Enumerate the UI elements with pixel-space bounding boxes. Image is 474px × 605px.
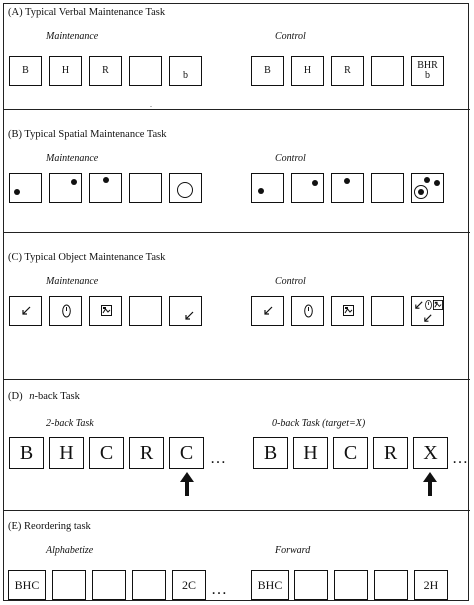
speck [150,106,152,107]
ellipsis: … [210,450,227,467]
verbal-maintenance-label: Maintenance [46,31,99,42]
two-back-letter-box [129,437,164,469]
spatial-maintenance-box [129,173,162,203]
verbal-control-label: Control [275,31,306,42]
box-letters [335,571,367,599]
spatial-control-probe-box [411,173,444,203]
alphabetize-box [8,570,46,600]
box-letters [53,571,85,599]
probe-line-2: b [425,70,430,81]
alphabetize-box [132,570,166,600]
verbal-control-box [251,56,284,86]
zero-back-letter-box [373,437,408,469]
box-letter: B [22,64,29,76]
verbal-maintenance-probe-box [169,56,202,86]
spatial-maintenance-probe-box [169,173,202,203]
box-letter: B [264,64,271,76]
arrow-object-icon [184,310,195,321]
forward-box [374,570,408,600]
ellipsis: … [452,450,469,467]
picture-object-icon [343,305,354,316]
divider [4,109,470,110]
two-back-letter-box [9,437,44,469]
object-control-box [251,296,284,326]
box-letter: H [303,64,312,76]
box-letters [93,571,125,599]
divider [4,232,470,233]
alphabetize-box [92,570,126,600]
spatial-control-box [251,173,284,203]
oval-object-icon [425,299,432,311]
object-control-box [291,296,324,326]
verbal-maintenance-box [9,56,42,86]
box-letter [372,57,403,85]
ellipsis: … [211,581,228,598]
location-dot [418,189,424,195]
box-letter: H [61,64,70,76]
alphabetize-probe-box [172,570,206,600]
box-letters: BHC [14,577,40,592]
object-maintenance-box [49,296,82,326]
location-dot [258,188,264,194]
verbal-control-box [331,56,364,86]
reorder-task-title: (E) Reordering task [8,521,91,532]
nback-title-rest: -back Task [34,391,80,402]
box-letter: R [139,441,154,464]
box-letters [412,57,443,85]
zero-back-letter-box [333,437,368,469]
forward-box [294,570,328,600]
location-dot [103,177,109,183]
picture-object-icon [101,305,112,316]
box-letters: 2C [181,577,196,592]
object-control-box [331,296,364,326]
arrow-object-icon [263,305,274,316]
arrow-object-icon [423,313,433,323]
up-arrow-icon [422,472,438,496]
box-letters [375,571,407,599]
box-letters [295,571,327,599]
verbal-maintenance-box [129,56,162,86]
divider [4,510,470,511]
box-letters: BHC [257,577,283,592]
location-dot [344,178,350,184]
divider [4,379,470,380]
nback-title-n: n [29,391,35,402]
object-maintenance-box [129,296,162,326]
picture-object-icon [433,300,443,310]
location-dot [71,179,77,185]
box-letter: B [19,441,34,464]
box-letter: H [303,441,318,464]
forward-box [251,570,289,600]
zero-back-letter-box [293,437,328,469]
spatial-control-box [291,173,324,203]
location-dot [424,177,430,183]
box-letter: C [99,441,114,464]
two-back-target-box [169,437,204,469]
box-letter: X [423,441,438,464]
zero-back-target-box [413,437,448,469]
box-letter: R [102,64,109,76]
two-back-letter-box [89,437,124,469]
box-letter [130,57,161,85]
spatial-control-box [331,173,364,203]
location-dot [14,189,20,195]
forward-label: Forward [275,545,311,556]
verbal-maintenance-box [49,56,82,86]
spatial-control-label: Control [275,153,306,164]
spatial-maintenance-label: Maintenance [46,153,99,164]
two-back-letter-box [49,437,84,469]
nback-title-prefix: (D) [8,391,23,402]
object-control-probe-box [411,296,444,326]
object-maintenance-box [89,296,122,326]
zero-back-letter-box [253,437,288,469]
box-letters [133,571,165,599]
location-dot [312,180,318,186]
nback-task-title [8,392,80,403]
box-letter: B [263,441,278,464]
spatial-maintenance-box [49,173,82,203]
arrow-object-icon [21,305,32,316]
box-letter: b [183,69,188,81]
box-letters: 2H [423,577,439,592]
object-control-box [371,296,404,326]
location-dot [434,180,440,186]
box-letter: C [179,441,194,464]
alphabetize-label: Alphabetize [46,545,94,556]
spatial-task-title: (B) Typical Spatial Maintenance Task [8,129,167,140]
object-task-title: (C) Typical Object Maintenance Task [8,252,166,263]
object-control-label: Control [275,276,306,287]
spatial-maintenance-box [89,173,122,203]
arrow-object-icon [414,300,424,310]
object-maintenance-label: Maintenance [46,276,99,287]
verbal-control-box [371,56,404,86]
object-maintenance-probe-box [169,296,202,326]
oval-object-icon [62,304,71,318]
spatial-control-box [371,173,404,203]
forward-box [334,570,368,600]
verbal-maintenance-box [89,56,122,86]
verbal-task-title: (A) Typical Verbal Maintenance Task [8,7,166,18]
object-maintenance-box [9,296,42,326]
box-letter: C [343,441,358,464]
forward-probe-box [414,570,448,600]
spatial-maintenance-box [9,173,42,203]
probe-circle [177,182,193,198]
oval-object-icon [304,304,313,318]
box-letter: R [383,441,398,464]
alphabetize-box [52,570,86,600]
probe-line-1: BHR [417,59,438,71]
box-letter: H [59,441,74,464]
up-arrow-icon [179,472,195,496]
verbal-control-box [291,56,324,86]
box-letter: R [344,64,351,76]
verbal-control-probe-box [411,56,444,86]
two-back-label: 2-back Task [46,418,94,429]
zero-back-label: 0-back Task (target=X) [272,418,366,429]
